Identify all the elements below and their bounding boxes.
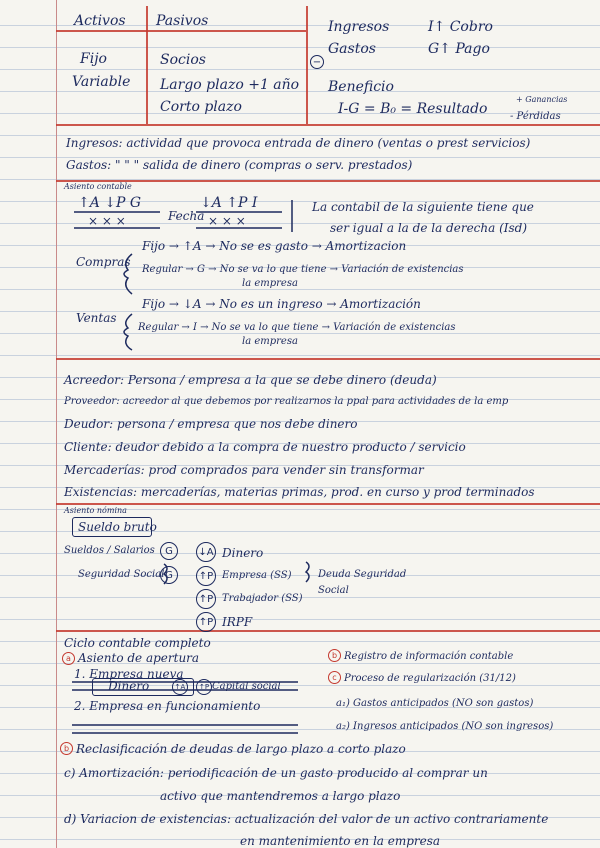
variable-label: Variable: [72, 74, 131, 90]
nomina-deuda: Deuda Seguridad Social: [318, 569, 407, 596]
ciclo-a2x: a₂) Ingresos anticipados (NO son ingresos): [336, 721, 554, 732]
largo-plazo-label: Largo plazo +1 año: [160, 77, 300, 93]
ciclo-c: Proceso de regularización (31/12): [344, 673, 516, 684]
nomina-empresa: Empresa (SS): [222, 570, 292, 581]
asiento-fecha: Fecha: [168, 209, 205, 223]
compras-label: Compras: [76, 255, 131, 269]
compras-regular: Regular → G → No se va lo que tiene → Variación de existencias: [142, 264, 464, 275]
nomina-dinero: Dinero: [222, 546, 264, 560]
p-circle-2: ↑P: [196, 589, 216, 609]
ciclo-heading: Ciclo contable completo: [64, 636, 211, 650]
compras-regular-sub: la empresa: [242, 278, 298, 289]
nomina-trabajador: Trabajador (SS): [222, 593, 303, 604]
ventas-regular-sub: la empresa: [242, 336, 298, 347]
ventas-label: Ventas: [76, 311, 117, 325]
ciclo-dinero: Dinero: [108, 679, 150, 693]
asiento-rule-line2: ser igual a la de la derecha (Isd): [330, 221, 528, 235]
asiento-contable-heading: Asiento contable: [64, 182, 132, 191]
fijo-label: Fijo: [80, 51, 107, 67]
socios-label: Socios: [160, 52, 206, 68]
glossary-acreedor: Acreedor: Persona / empresa a la que se debe dinero (deuda): [64, 373, 437, 387]
ciclo-d: d) Variacion de existencias: actualización del valor de un activo contrariamente: [64, 812, 549, 826]
ciclo-a-marker: a: [62, 652, 75, 665]
ventas-fijo: Fijo → ↓A → No es un ingreso → Amortización: [142, 297, 421, 311]
ciclo-b2-marker: b: [60, 742, 73, 755]
p-circle-3: ↑P: [196, 612, 216, 632]
ciclo-a1: 1. Empresa nueva: [74, 667, 184, 681]
ciclo-a-tag: ↑A: [172, 679, 188, 695]
compras-fijo: Fijo → ↑A → No se es gasto → Amortizacion: [142, 239, 407, 253]
ciclo-p-tag: ↑P: [196, 679, 212, 695]
ciclo-a1x: a₁) Gastos anticipados (NO son gastos): [336, 698, 534, 709]
ingresos-code: I↑ Cobro: [428, 19, 493, 35]
p-circle-1: ↑P: [196, 566, 216, 586]
ciclo-b: Registro de información contable: [344, 651, 514, 662]
ciclo-a2: 2. Empresa en funcionamiento: [74, 699, 261, 713]
beneficio-label: Beneficio: [328, 79, 394, 95]
nomina-irpf: IRPF: [222, 615, 253, 629]
a-circle: ↓A: [196, 542, 216, 562]
ciclo-c2b: activo que mantendremos a largo plazo: [160, 789, 401, 803]
ciclo-a: Asiento de apertura: [78, 651, 200, 665]
minus-circle-icon: −: [310, 55, 324, 69]
ciclo-b2: Reclasificación de deudas de largo plazo a corto plazo: [76, 742, 406, 756]
ciclo-d2: en mantenimiento en la empresa: [240, 834, 441, 848]
asiento-nomina-heading: Asiento nómina: [64, 506, 127, 515]
glossary-deudor: Deudor: persona / empresa que nos debe dinero: [64, 417, 358, 431]
ganancias-label: + Ganancias: [516, 95, 568, 104]
seguridad-social: Seguridad Social: [78, 569, 165, 580]
ciclo-c-marker: c: [328, 671, 341, 684]
g-circle-1: G: [160, 542, 178, 560]
ingresos-label: Ingresos: [328, 19, 390, 35]
pasivos-header: Pasivos: [156, 13, 209, 29]
beneficio-formula: I-G = B₀ = Resultado: [338, 101, 488, 117]
ventas-regular: Regular → I → No se va lo que tiene → Variación de existencias: [138, 322, 456, 333]
corto-plazo-label: Corto plazo: [160, 99, 242, 115]
gastos-label: Gastos: [328, 41, 376, 57]
asiento-right-marks: × × ×: [208, 214, 246, 228]
sueldo-bruto: Sueldo bruto: [78, 520, 157, 534]
perdidas-label: - Pérdidas: [510, 111, 561, 122]
ciclo-capital: Capital social: [212, 681, 281, 692]
activos-header: Activos: [74, 13, 126, 29]
g-circle-2: G: [160, 566, 178, 584]
asiento-left-header: ↑A ↓P G: [78, 195, 142, 211]
glossary-proveedor: Proveedor: acreedor al que debemos por realizarnos la ppal para actividades de la emp: [64, 396, 509, 407]
asiento-left-marks: × × ×: [88, 214, 126, 228]
ciclo-c2: c) Amortización: periodificación de un gasto producido al comprar un: [64, 766, 488, 780]
glossary-mercaderias: Mercaderías: prod comprados para vender sin transformar: [64, 463, 424, 477]
ciclo-b-marker: b: [328, 649, 341, 662]
asiento-right-header: ↓A ↑P I: [200, 195, 258, 211]
sueldos-salarios: Sueldos / Salarios: [64, 545, 155, 556]
gastos-code: G↑ Pago: [428, 41, 490, 57]
glossary-cliente: Cliente: deudor debido a la compra de nuestro producto / servicio: [64, 440, 466, 454]
asiento-rule-line1: La contabil de la siguiente tiene que: [312, 200, 534, 214]
glossary-existencias: Existencias: mercaderías, materias primas, prod. en curso y prod terminados: [64, 485, 535, 499]
def-ingresos: Ingresos: actividad que provoca entrada de dinero (ventas o prest servicios): [66, 136, 531, 150]
def-gastos: Gastos: " " " salida de dinero (compras o serv. prestados): [66, 158, 413, 172]
